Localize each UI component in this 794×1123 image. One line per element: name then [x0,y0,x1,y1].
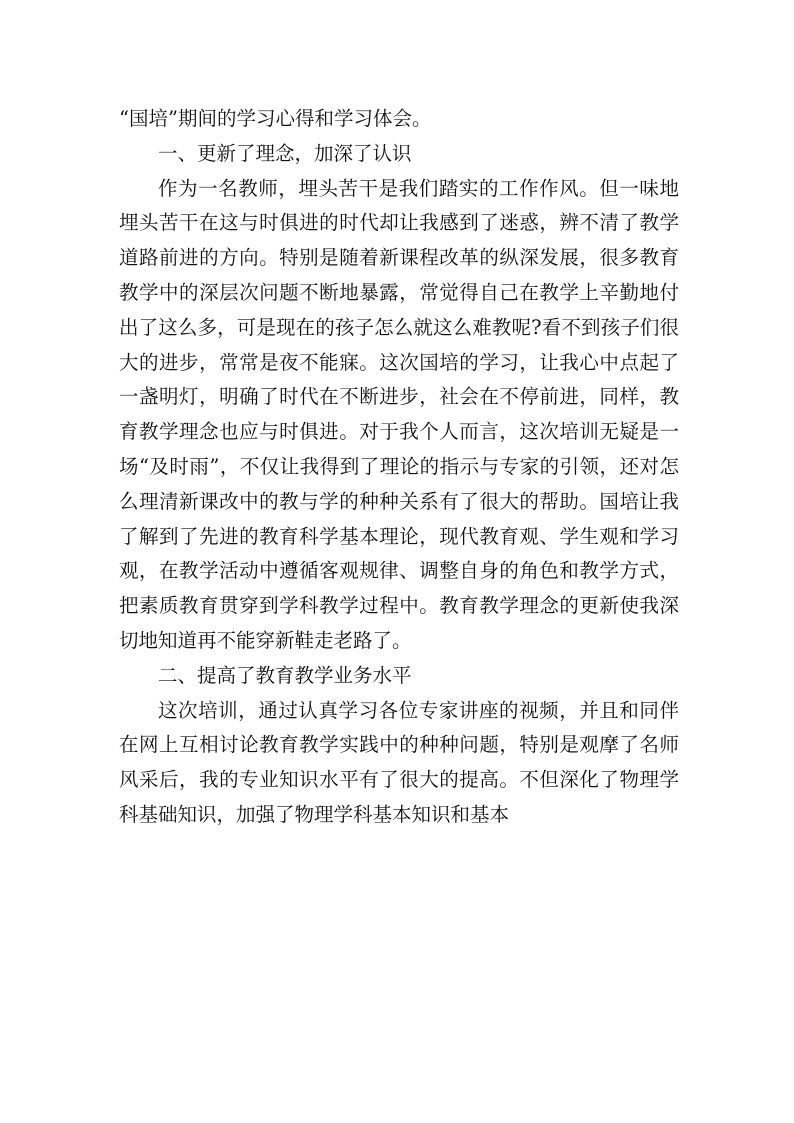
intro-line: “国培”期间的学习心得和学习体会。 [119,107,432,130]
body-paragraph-2: 这次培训，通过认真学习各位专家讲座的视频，并且和同伴在网上互相讨论教育教学实践中的种种问题，特别是观摩了名师风采后，我的专业知识水平有了很大的提高。不但深化了物理学科基础知识，加强了物理学科基本知识和基本 [119,698,679,826]
section-heading-2: 二、提高了教育教学业务水平 [158,663,412,687]
document-body [119,102,679,833]
section-heading-1: 一、更新了理念，加深了认识 [158,141,412,165]
body-paragraph-1: 作为一名教师，埋头苦干是我们踏实的工作作风。但一味地埋头苦干在这与时俱进的时代却让我感到了迷惑，辨不清了教学道路前进的方向。特别是随着新课程改革的纵深发展，很多教育教学中的深层次问题不断地暴露，常觉得自己在教学上辛勤地付出了这么多，可是现在的孩子怎么就这么难教呢?看不到孩子们很大的进步，常常是夜不能寐。这次国培的学习，让我心中点起了一盏明灯，明确了时代在不断进步，社会在不停前进，同样，教育教学理念也应与时俱进。对于我个人而言，这次培训无疑是一场“及时雨”，不仅让我得到了理论的指示与专家的引领，还对怎么理清新课改中的教与学的种种关系有了很大的帮助。国培让我了解到了先进的教育科学基本理论，现代教育观、学生观和学习观，在教学活动中遵循客观规律、调整自身的角色和教学方式，把素质教育贯穿到学科教学过程中。教育教学理念的更新使我深切地知道再不能穿新鞋走老路了。 [119,176,679,652]
